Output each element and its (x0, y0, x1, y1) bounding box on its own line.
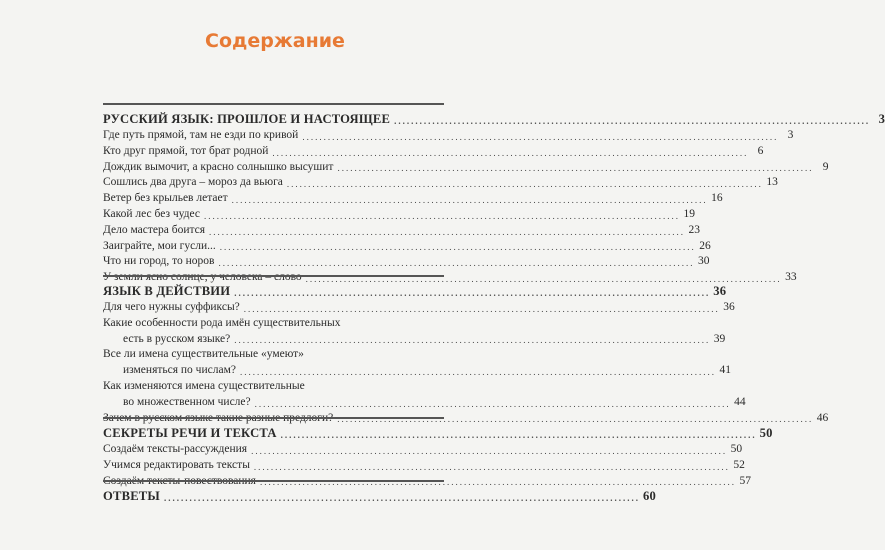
section-heading[interactable]: ЯЗЫК В ДЕЙСТВИИ ................................................................................................................ 36 (103, 284, 727, 298)
section-divider (103, 275, 444, 277)
page-number: 50 (759, 426, 773, 440)
toc-entry[interactable]: Для чего нужны суффиксы? ................................................................................................................ 36 (103, 301, 735, 314)
toc-entry[interactable]: Ветер без крыльев летает ................................................................................................................ 16 (103, 192, 723, 205)
toc-entry[interactable]: Зачем в русском языке такие разные предлоги? ................................................................................................................ 46 (103, 411, 829, 425)
toc-section-4 (103, 480, 656, 505)
leader-dots: ................................................................................................................ (231, 194, 708, 205)
page-number: 46 (816, 411, 829, 424)
section-heading[interactable]: ОТВЕТЫ ................................................................................................................ 60 (103, 489, 656, 503)
leader-dots: ................................................................................................................ (259, 477, 736, 488)
leader-dots: ................................................................................................................ (239, 366, 716, 377)
leader-dots: ................................................................................................................ (394, 116, 871, 126)
leader-dots: ................................................................................................................ (272, 147, 749, 158)
page-number: 16 (711, 192, 723, 205)
toc-section-1 (103, 103, 885, 286)
toc-entry[interactable]: Заиграйте, мои гусли... ................................................................................................................ 26 (103, 239, 711, 253)
toc-entry[interactable]: Что ни город, то норов ................................................................................................................ 30 (103, 255, 710, 269)
leader-dots: ................................................................................................................ (163, 493, 640, 503)
page-title: Содержание (205, 30, 345, 52)
page-number: 6 (757, 144, 764, 157)
leader-dots: ................................................................................................................ (219, 242, 696, 253)
page-number: 60 (642, 489, 656, 503)
toc-entry-line: Все ли имена существительные «умеют» (103, 348, 304, 361)
page-number: 19 (683, 207, 696, 220)
leader-dots: ................................................................................................................ (337, 414, 814, 425)
toc-entry[interactable]: Создаём тексты-повествования ................................................................................................................ 57 (103, 474, 751, 488)
page-number: 36 (713, 284, 727, 298)
page-number: 23 (688, 223, 701, 236)
toc-entry[interactable]: Дело мастера боится ................................................................................................................ 23 (103, 223, 701, 237)
toc-entry[interactable]: Где путь прямой, там не езди по кривой ................................................................................................................ 3 (103, 129, 794, 142)
leader-dots: ................................................................................................................ (218, 258, 695, 269)
page-number: 3 (787, 129, 794, 141)
page-number: 30 (697, 255, 710, 268)
leader-dots: ................................................................................................................ (204, 210, 681, 221)
section-heading[interactable]: СЕКРЕТЫ РЕЧИ И ТЕКСТА ................................................................................................................ 50 (103, 426, 773, 440)
toc-entry[interactable]: Создаём тексты-рассуждения ................................................................................................................ 50 (103, 443, 743, 456)
toc-entry[interactable]: Какие особенности рода имён существительных есть в русском языке? ................................................................................................................ 39 (103, 316, 726, 346)
page-number: 44 (734, 395, 746, 408)
toc-entry-line: Как изменяются имена существительные (103, 379, 305, 392)
section-heading[interactable]: РУССКИЙ ЯЗЫК: ПРОШЛОЕ И НАСТОЯЩЕЕ ................................................................................................................ 3 (103, 112, 885, 126)
page-number: 13 (766, 176, 778, 189)
leader-dots: ................................................................................................................ (254, 398, 731, 409)
section-divider (103, 417, 444, 419)
toc-entry[interactable]: Как изменяются имена существительные во множественном числе? ................................................................................................................ 44 (103, 379, 746, 409)
page-number: 41 (719, 364, 731, 377)
leader-dots: ................................................................................................................ (234, 335, 711, 346)
leader-dots: ................................................................................................................ (253, 461, 730, 472)
toc-entry[interactable]: Сошлись два друга – мороз да вьюга ................................................................................................................ 13 (103, 176, 778, 190)
toc-entry-line: Какие особенности рода имён существительных (103, 316, 341, 329)
toc-entry[interactable]: Все ли имена существительные «умеют» изменяться по числам? ................................................................................................................ 41 (103, 348, 731, 377)
page-number: 9 (822, 160, 829, 173)
toc-entry[interactable]: Дождик вымочит, а красно солнышко высушит ................................................................................................................ 9 (103, 160, 829, 174)
leader-dots: ................................................................................................................ (251, 445, 728, 456)
leader-dots: ................................................................................................................ (209, 226, 686, 237)
page-number: 57 (739, 474, 751, 487)
toc-entry[interactable]: У земли ясно солнце, у человека – слово ................................................................................................................ 33 (103, 271, 797, 284)
toc-entry[interactable]: Учимся редактировать тексты ................................................................................................................ 52 (103, 458, 745, 472)
section-divider (103, 480, 444, 482)
page-number: 33 (785, 271, 797, 284)
leader-dots: ................................................................................................................ (234, 288, 711, 298)
leader-dots: ................................................................................................................ (302, 131, 779, 142)
page-number: 26 (699, 239, 711, 252)
leader-dots: ................................................................................................................ (286, 179, 763, 190)
leader-dots: ................................................................................................................ (305, 273, 782, 284)
toc-entry[interactable]: Какой лес без чудес ................................................................................................................ 19 (103, 207, 696, 221)
leader-dots: ................................................................................................................ (280, 430, 757, 440)
toc-entry[interactable]: Кто друг прямой, тот брат родной ................................................................................................................ 6 (103, 144, 764, 158)
page-number: 36 (723, 301, 735, 313)
page-number: 50 (730, 443, 743, 455)
page-number: 39 (713, 332, 726, 345)
page-number: 3 (878, 112, 885, 126)
page-number: 52 (733, 458, 745, 471)
leader-dots: ................................................................................................................ (337, 163, 814, 174)
leader-dots: ................................................................................................................ (243, 303, 720, 314)
section-divider (103, 103, 444, 105)
